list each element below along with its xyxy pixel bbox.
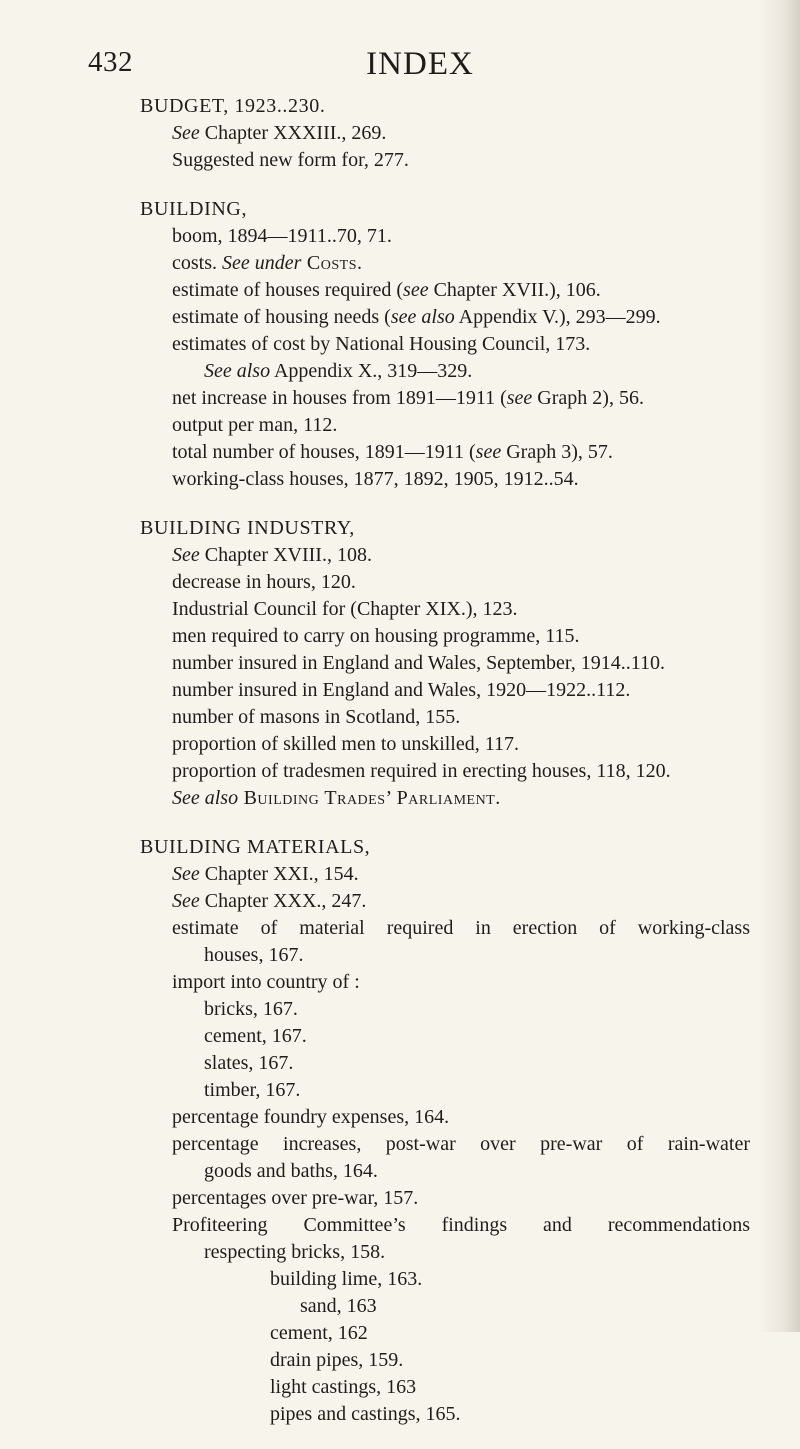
entry-line: proportion of tradesmen required in erecting houses, 118, 120. [172,760,671,782]
entry-line: See also Building Trades’ Parliament. [172,787,501,809]
entry-line: number insured in England and Wales, 1920—1922..112. [172,679,631,701]
entry-line: Industrial Council for (Chapter XIX.), 123. [172,598,518,620]
entry-line: percentage foundry expenses, 164. [172,1106,450,1128]
see-ref: See [172,890,200,912]
index-entry-building-industry [140,514,750,812]
entry-line: timber, 167. [204,1079,301,1101]
entry-line: number insured in England and Wales, September, 1914..110. [172,652,666,674]
entry-line: See Chapter XXI., 154. [172,863,359,885]
entry-line: sand, 163 [300,1295,377,1317]
index-entries [140,92,750,1449]
entry-line: output per man, 112. [172,414,338,436]
entry-line: estimate of houses required (see Chapter XVII.), 106. [172,279,601,301]
entry-line: working-class houses, 1877, 1892, 1905, 1912..54. [172,468,579,490]
see-ref: see [506,387,533,409]
see-ref: see [475,441,502,463]
entry-heading: BUILDING INDUSTRY, [140,517,355,539]
entry-line: men required to carry on housing programme, 115. [172,625,580,647]
entry-line: costs. See under Costs. [172,252,363,274]
page-edge-shadow [758,0,800,1332]
entry-line: cement, 167. [204,1025,307,1047]
entry-line: drain pipes, 159. [270,1349,404,1371]
entry-line: slates, 167. [204,1052,294,1074]
entry-line: proportion of skilled men to unskilled, 117. [172,733,520,755]
index-entry-building-materials [140,833,750,1428]
entry-line: respecting bricks, 158. [204,1241,386,1263]
entry-heading: BUDGET, 1923..230. [140,95,326,117]
see-ref: see also [390,306,455,328]
entry-line: net increase in houses from 1891—1911 (see Graph 2), 56. [172,387,644,409]
see-ref: See under [222,252,302,274]
entry-line: Suggested new form for, 277. [172,149,409,171]
entry-line: Profiteering Committee’s findings and recommendations [172,1214,750,1236]
entry-line: number of masons in Scotland, 155. [172,706,461,728]
entry-line: pipes and castings, 165. [270,1403,461,1425]
see-ref: See also [204,360,271,382]
page-title: INDEX [366,46,474,82]
entry-line: light castings, 163 [270,1376,417,1398]
entry-line: See Chapter XVIII., 108. [172,544,372,566]
index-entry-building [140,195,750,493]
entry-line: houses, 167. [204,944,304,966]
entry-line: See Chapter XXX., 247. [172,890,367,912]
entry-line: total number of houses, 1891—1911 (see Graph 3), 57. [172,441,613,463]
entry-line: percentage increases, post-war over pre-war of rain-water [172,1133,750,1155]
entry-line: See also Appendix X., 319—329. [204,360,473,382]
entry-line: boom, 1894—1911..70, 71. [172,225,392,247]
see-ref: See [172,863,200,885]
see-ref: See [172,122,200,144]
entry-line: percentages over pre-war, 157. [172,1187,419,1209]
entry-line: import into country of : [172,971,360,993]
entry-line: goods and baths, 164. [204,1160,378,1182]
index-entry-budget [140,92,750,174]
see-ref: see [403,279,429,301]
see-ref: See also [172,787,239,809]
entry-line: building lime, 163. [270,1268,423,1290]
entry-heading: BUILDING MATERIALS, [140,836,371,858]
entry-line: See Chapter XXXIII., 269. [172,122,387,144]
entry-heading: BUILDING, [140,198,248,220]
entry-line: bricks, 167. [204,998,298,1020]
entry-line: decrease in hours, 120. [172,571,356,593]
entry-line: cement, 162 [270,1322,368,1344]
page-number: 432 [88,46,133,78]
entry-line: estimate of housing needs (see also Appendix V.), 293—299. [172,306,661,328]
see-ref: See [172,544,200,566]
entry-line: estimate of material required in erection of working-class [172,917,750,939]
entry-line: estimates of cost by National Housing Council, 173. [172,333,591,355]
